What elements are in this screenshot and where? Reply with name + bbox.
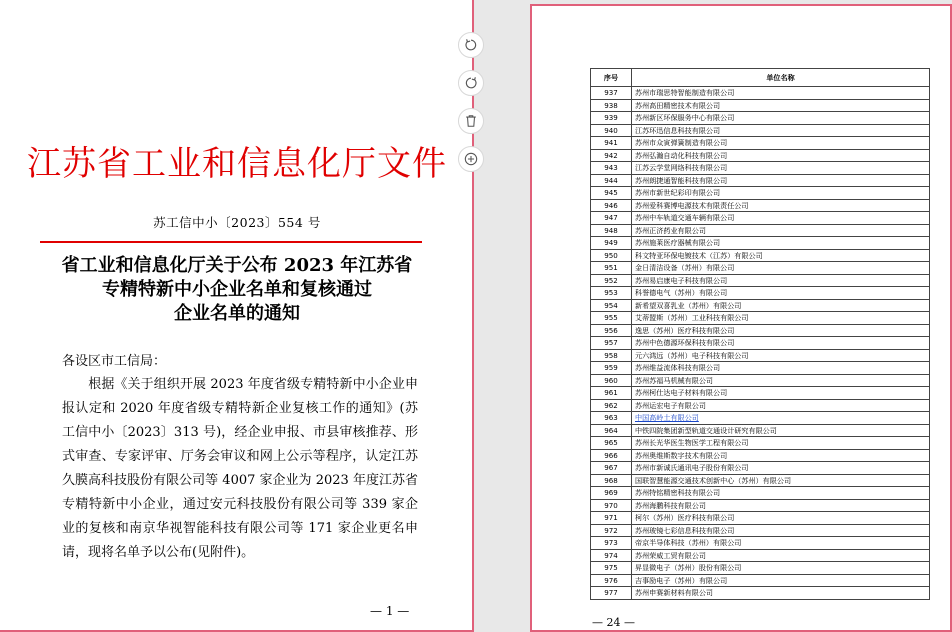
row-seq: 967 xyxy=(591,462,632,475)
row-seq: 963 xyxy=(591,412,632,425)
row-company-name: 苏州市新诚氏通讯电子股份有限公司 xyxy=(632,462,930,475)
table-row xyxy=(591,562,930,575)
row-seq: 945 xyxy=(591,187,632,200)
table-row xyxy=(591,574,930,587)
row-company-name: 苏州维益流体科技有限公司 xyxy=(632,362,930,375)
row-company-name: 苏州荣威工贸有限公司 xyxy=(632,549,930,562)
row-seq: 962 xyxy=(591,399,632,412)
salutation: 各设区市工信局： xyxy=(62,354,167,369)
company-list-table xyxy=(590,68,930,600)
table-row xyxy=(591,549,930,562)
table-row xyxy=(591,187,930,200)
table-row xyxy=(591,362,930,375)
column-header-name: 单位名称 xyxy=(632,69,930,87)
row-company-name: 江苏云学堂网络科技有限公司 xyxy=(632,162,930,175)
row-seq: 970 xyxy=(591,499,632,512)
table-row xyxy=(591,149,930,162)
table-row xyxy=(591,224,930,237)
row-company-name: 苏州市新世纪彩印有限公司 xyxy=(632,187,930,200)
body-paragraph: 根据《关于组织开展 2023 年度省级专精特新中小企业申报认定和 2020 年度省级专精特新企业复核工作的通知》(苏工信中小〔2023〕313 号)，经企业申报、市县审核推荐、形式审查、专家评审、厅务会审议和网上公示等程序，认定江苏久膜高科技股份有限公司等 4007 家企业为 2023 年度江苏省专精特新中小企业，通过安元科技股份有限公司等 339 家企业的复核和南京华视智能科技有限公司等 171 家企业更名申请，现将名单予以公布(见附件)。 xyxy=(62,377,418,560)
row-company-name: 苏州中色德源环保科技有限公司 xyxy=(632,337,930,350)
row-company-name: 苏州海鹏科技有限公司 xyxy=(632,499,930,512)
table-row xyxy=(591,124,930,137)
row-seq: 957 xyxy=(591,337,632,350)
row-company-name: 苏州爱科赛博电源技术有限责任公司 xyxy=(632,199,930,212)
rotate-right-button[interactable] xyxy=(458,70,484,96)
row-seq: 960 xyxy=(591,374,632,387)
row-company-name: 新希望双喜乳业（苏州）有限公司 xyxy=(632,299,930,312)
row-company-name: 金日清洁设备（苏州）有限公司 xyxy=(632,262,930,275)
row-seq: 972 xyxy=(591,524,632,537)
table-row xyxy=(591,324,930,337)
table-row xyxy=(591,212,930,225)
rotate-left-icon xyxy=(464,38,478,52)
add-button[interactable] xyxy=(458,146,484,172)
row-company-name: 苏州玻镜七彩信息科技有限公司 xyxy=(632,524,930,537)
row-company-name: 元六鸿远（苏州）电子科技有限公司 xyxy=(632,349,930,362)
notice-title-line: 专精特新中小企业名单和复核通过 xyxy=(102,279,372,300)
table-row xyxy=(591,512,930,525)
row-company-name: 苏州正济药业有限公司 xyxy=(632,224,930,237)
row-seq: 942 xyxy=(591,149,632,162)
table-row xyxy=(591,87,930,100)
row-company-name: 艾蒂盟斯（苏州）工业科技有限公司 xyxy=(632,312,930,325)
row-company-name: 苏州高田精密技术有限公司 xyxy=(632,99,930,112)
row-company-name: 科文特亚环保电镀技术（江苏）有限公司 xyxy=(632,249,930,262)
row-seq: 969 xyxy=(591,487,632,500)
row-company-name: 苏州申赛新材料有限公司 xyxy=(632,587,930,600)
table-row xyxy=(591,474,930,487)
delete-button[interactable] xyxy=(458,108,484,134)
row-seq: 968 xyxy=(591,474,632,487)
row-seq: 956 xyxy=(591,324,632,337)
row-company-name: 苏州中车轨道交通车辆有限公司 xyxy=(632,212,930,225)
row-seq: 948 xyxy=(591,224,632,237)
row-seq: 958 xyxy=(591,349,632,362)
rotate-left-button[interactable] xyxy=(458,32,484,58)
document-page-1 xyxy=(0,0,474,632)
row-seq: 973 xyxy=(591,537,632,550)
table-row xyxy=(591,349,930,362)
row-company-name: 苏州特铭精密科技有限公司 xyxy=(632,487,930,500)
row-company-name: 柯尔（苏州）医疗科技有限公司 xyxy=(632,512,930,525)
notice-title-line: 企业名单的通知 xyxy=(174,303,300,324)
table-row xyxy=(591,274,930,287)
row-company-name: 苏州新区环保服务中心有限公司 xyxy=(632,112,930,125)
table-row xyxy=(591,99,930,112)
table-row xyxy=(591,587,930,600)
row-seq: 949 xyxy=(591,237,632,250)
table-row xyxy=(591,112,930,125)
row-seq: 959 xyxy=(591,362,632,375)
document-header-title: 江苏省工业和信息化厅文件 xyxy=(27,144,447,184)
row-seq: 947 xyxy=(591,212,632,225)
table-row xyxy=(591,449,930,462)
row-company-name: 苏州运宏电子有限公司 xyxy=(632,399,930,412)
row-company-name: 苏州弘瀚自动化科技有限公司 xyxy=(632,149,930,162)
row-seq: 971 xyxy=(591,512,632,525)
row-company-name: 苏州长光华医生物医学工程有限公司 xyxy=(632,437,930,450)
row-seq: 943 xyxy=(591,162,632,175)
row-seq: 939 xyxy=(591,112,632,125)
row-seq: 937 xyxy=(591,87,632,100)
column-header-seq: 序号 xyxy=(591,69,632,87)
row-seq: 976 xyxy=(591,574,632,587)
row-seq: 975 xyxy=(591,562,632,575)
row-seq: 938 xyxy=(591,99,632,112)
table-row xyxy=(591,537,930,550)
table-row xyxy=(591,374,930,387)
row-company-name: 苏州市瑞思特智能制造有限公司 xyxy=(632,87,930,100)
table-row xyxy=(591,262,930,275)
row-company-name: 国联智慧能源交通技术创新中心（苏州）有限公司 xyxy=(632,474,930,487)
row-seq: 961 xyxy=(591,387,632,400)
row-seq: 946 xyxy=(591,199,632,212)
table-row xyxy=(591,462,930,475)
red-divider xyxy=(40,241,422,243)
row-seq: 950 xyxy=(591,249,632,262)
row-seq: 965 xyxy=(591,437,632,450)
row-company-name: 帝京半导体科技（苏州）有限公司 xyxy=(632,537,930,550)
row-company-name: 苏州朗捷通智能科技有限公司 xyxy=(632,174,930,187)
row-company-name: 江苏环迅信息科技有限公司 xyxy=(632,124,930,137)
page-number: — 1 — xyxy=(370,604,410,618)
notice-title xyxy=(0,254,474,326)
row-company-name: 中铁四院集团新型轨道交通设计研究有限公司 xyxy=(632,424,930,437)
rotate-right-icon xyxy=(464,76,478,90)
add-icon xyxy=(464,152,478,166)
table-row xyxy=(591,312,930,325)
table-row xyxy=(591,249,930,262)
row-seq: 944 xyxy=(591,174,632,187)
table-row xyxy=(591,199,930,212)
row-seq: 964 xyxy=(591,424,632,437)
row-seq: 953 xyxy=(591,287,632,300)
delete-icon xyxy=(464,114,478,128)
document-number: 苏工信中小〔2023〕554 号 xyxy=(153,215,321,230)
row-company-name: 吉事励电子（苏州）有限公司 xyxy=(632,574,930,587)
row-seq: 955 xyxy=(591,312,632,325)
row-company-name[interactable]: 中国高岭土有限公司 xyxy=(632,412,930,425)
row-seq: 941 xyxy=(591,137,632,150)
row-company-name: 苏州施莱医疗器械有限公司 xyxy=(632,237,930,250)
row-seq: 952 xyxy=(591,274,632,287)
row-seq: 951 xyxy=(591,262,632,275)
table-header-row xyxy=(591,69,930,87)
row-seq: 940 xyxy=(591,124,632,137)
document-page-24 xyxy=(530,4,952,632)
row-company-name: 逸思（苏州）医疗科技有限公司 xyxy=(632,324,930,337)
row-company-name: 苏州市众寅弹簧制造有限公司 xyxy=(632,137,930,150)
table-row xyxy=(591,299,930,312)
table-row xyxy=(591,437,930,450)
table-row xyxy=(591,499,930,512)
notice-title-line: 省工业和信息化厅关于公布 2023 年江苏省 xyxy=(61,255,413,276)
table-row xyxy=(591,399,930,412)
row-company-name: 昇显微电子（苏州）股份有限公司 xyxy=(632,562,930,575)
table-row xyxy=(591,487,930,500)
row-company-name: 苏州易启康电子科技有限公司 xyxy=(632,274,930,287)
row-seq: 954 xyxy=(591,299,632,312)
row-company-name: 科誉德电气（苏州）有限公司 xyxy=(632,287,930,300)
page-number: — 24 — xyxy=(592,616,635,629)
table-row xyxy=(591,412,930,425)
table-row xyxy=(591,174,930,187)
table-row xyxy=(591,387,930,400)
row-company-name: 苏州柯仕达电子材料有限公司 xyxy=(632,387,930,400)
row-company-name: 苏州奥维斯数字技术有限公司 xyxy=(632,449,930,462)
table-row xyxy=(591,524,930,537)
row-seq: 977 xyxy=(591,587,632,600)
row-seq: 966 xyxy=(591,449,632,462)
table-row xyxy=(591,424,930,437)
page-toolbar xyxy=(458,32,486,184)
table-row xyxy=(591,137,930,150)
row-seq: 974 xyxy=(591,549,632,562)
table-row xyxy=(591,337,930,350)
table-row xyxy=(591,287,930,300)
table-row xyxy=(591,237,930,250)
table-row xyxy=(591,162,930,175)
row-company-name: 苏州苏福马机械有限公司 xyxy=(632,374,930,387)
